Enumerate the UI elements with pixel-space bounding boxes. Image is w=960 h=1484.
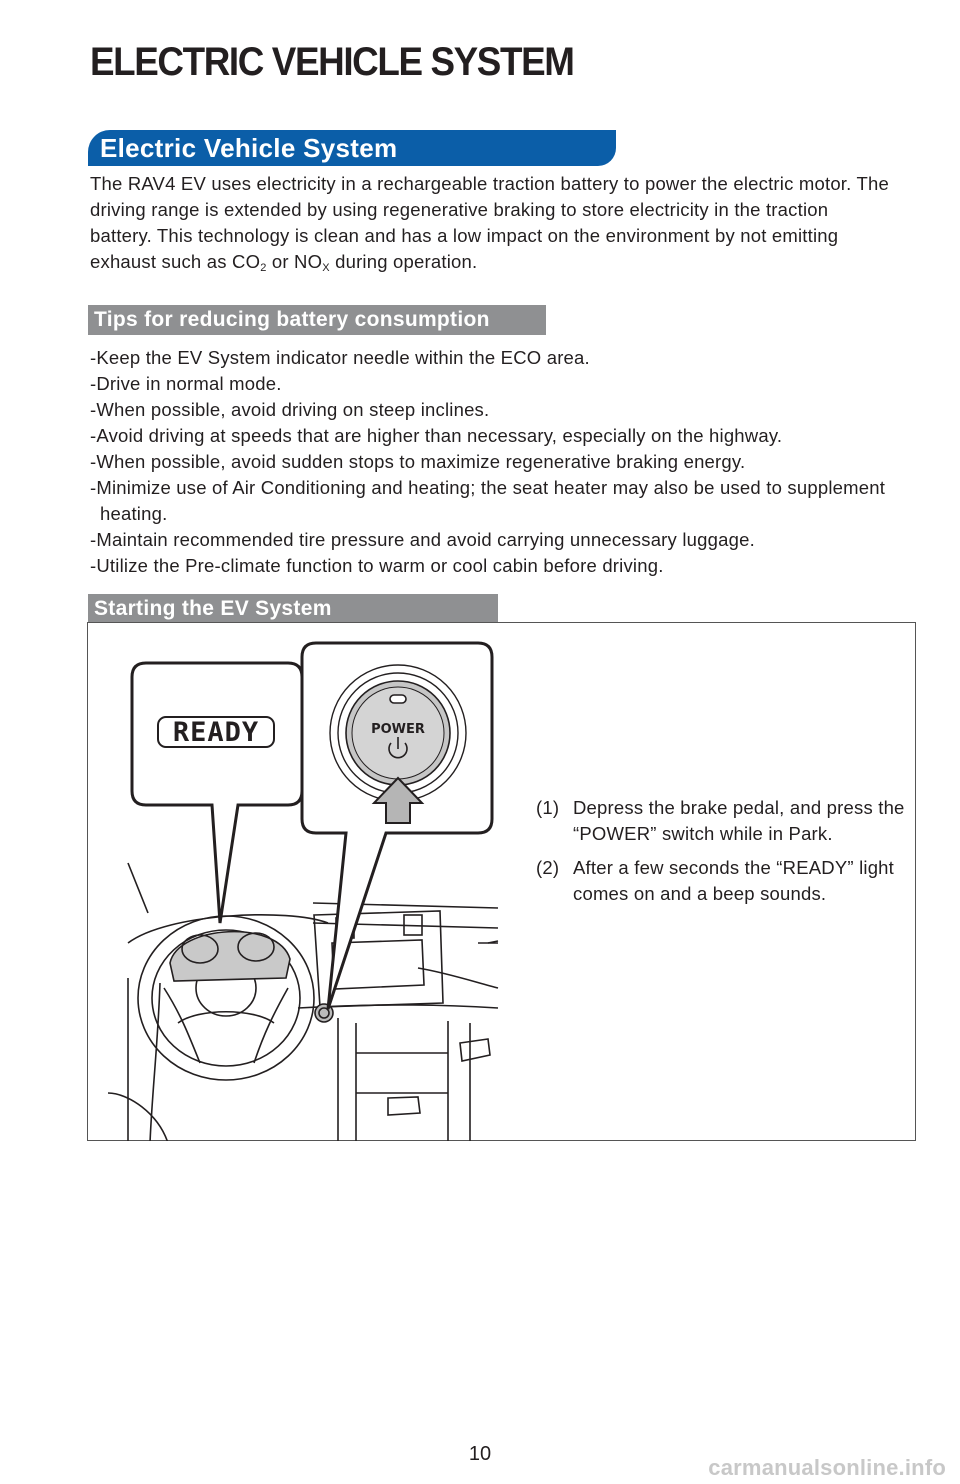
starting-figure bbox=[87, 622, 916, 1141]
dashboard-illustration bbox=[88, 623, 508, 1141]
step-item bbox=[536, 795, 906, 847]
intro-text: The RAV4 EV uses electricity in a rechargeable traction battery to power the electric motor. The driving range is extended by using regenerative braking to store electricity in the traction battery. This technology is clean and has a low impact on the environment by not emitting exhaust such as CO bbox=[90, 173, 889, 272]
section-banner-label: Electric Vehicle System bbox=[100, 133, 398, 163]
co-subscript: 2 bbox=[260, 262, 267, 274]
tip-item: - Minimize use of Air Conditioning and heating; the seat heater may also be used to supplement heating. bbox=[90, 475, 920, 527]
tip-item: - When possible, avoid driving on steep inclines. bbox=[90, 397, 920, 423]
section-banner bbox=[88, 130, 616, 166]
step-text: After a few seconds the “READY” light comes on and a beep sounds. bbox=[573, 857, 895, 904]
tip-item: - When possible, avoid sudden stops to maximize regenerative braking energy. bbox=[90, 449, 920, 475]
intro-text-middle: or NO bbox=[266, 251, 323, 272]
step-text: Depress the brake pedal, and press the “POWER” switch while in Park. bbox=[573, 797, 905, 844]
step-number: (1) bbox=[536, 797, 560, 818]
nox-subscript: X bbox=[322, 262, 330, 274]
starting-heading: Starting the EV System bbox=[88, 594, 498, 624]
page-title: ELECTRIC VEHICLE SYSTEM bbox=[90, 40, 574, 84]
page-number: 10 bbox=[468, 1443, 492, 1465]
tips-list bbox=[90, 345, 920, 579]
tip-item: - Maintain recommended tire pressure and avoid carrying unnecessary luggage. bbox=[90, 527, 920, 553]
tips-heading: Tips for reducing battery consumption bbox=[88, 305, 546, 335]
step-item bbox=[536, 855, 906, 907]
start-steps bbox=[536, 795, 906, 915]
intro-text-end: during operation. bbox=[329, 251, 478, 272]
power-button-label: POWER bbox=[371, 722, 425, 737]
step-number: (2) bbox=[536, 857, 560, 878]
tip-item: - Keep the EV System indicator needle within the ECO area. bbox=[90, 345, 920, 371]
ready-indicator: READY bbox=[172, 717, 260, 748]
tip-item: - Drive in normal mode. bbox=[90, 371, 920, 397]
tip-item: - Utilize the Pre-climate function to warm or cool cabin before driving. bbox=[90, 553, 920, 579]
tip-item: - Avoid driving at speeds that are higher than necessary, especially on the highway. bbox=[90, 423, 920, 449]
watermark: carmanualsonline.info bbox=[708, 1455, 946, 1480]
intro-paragraph bbox=[90, 171, 890, 275]
